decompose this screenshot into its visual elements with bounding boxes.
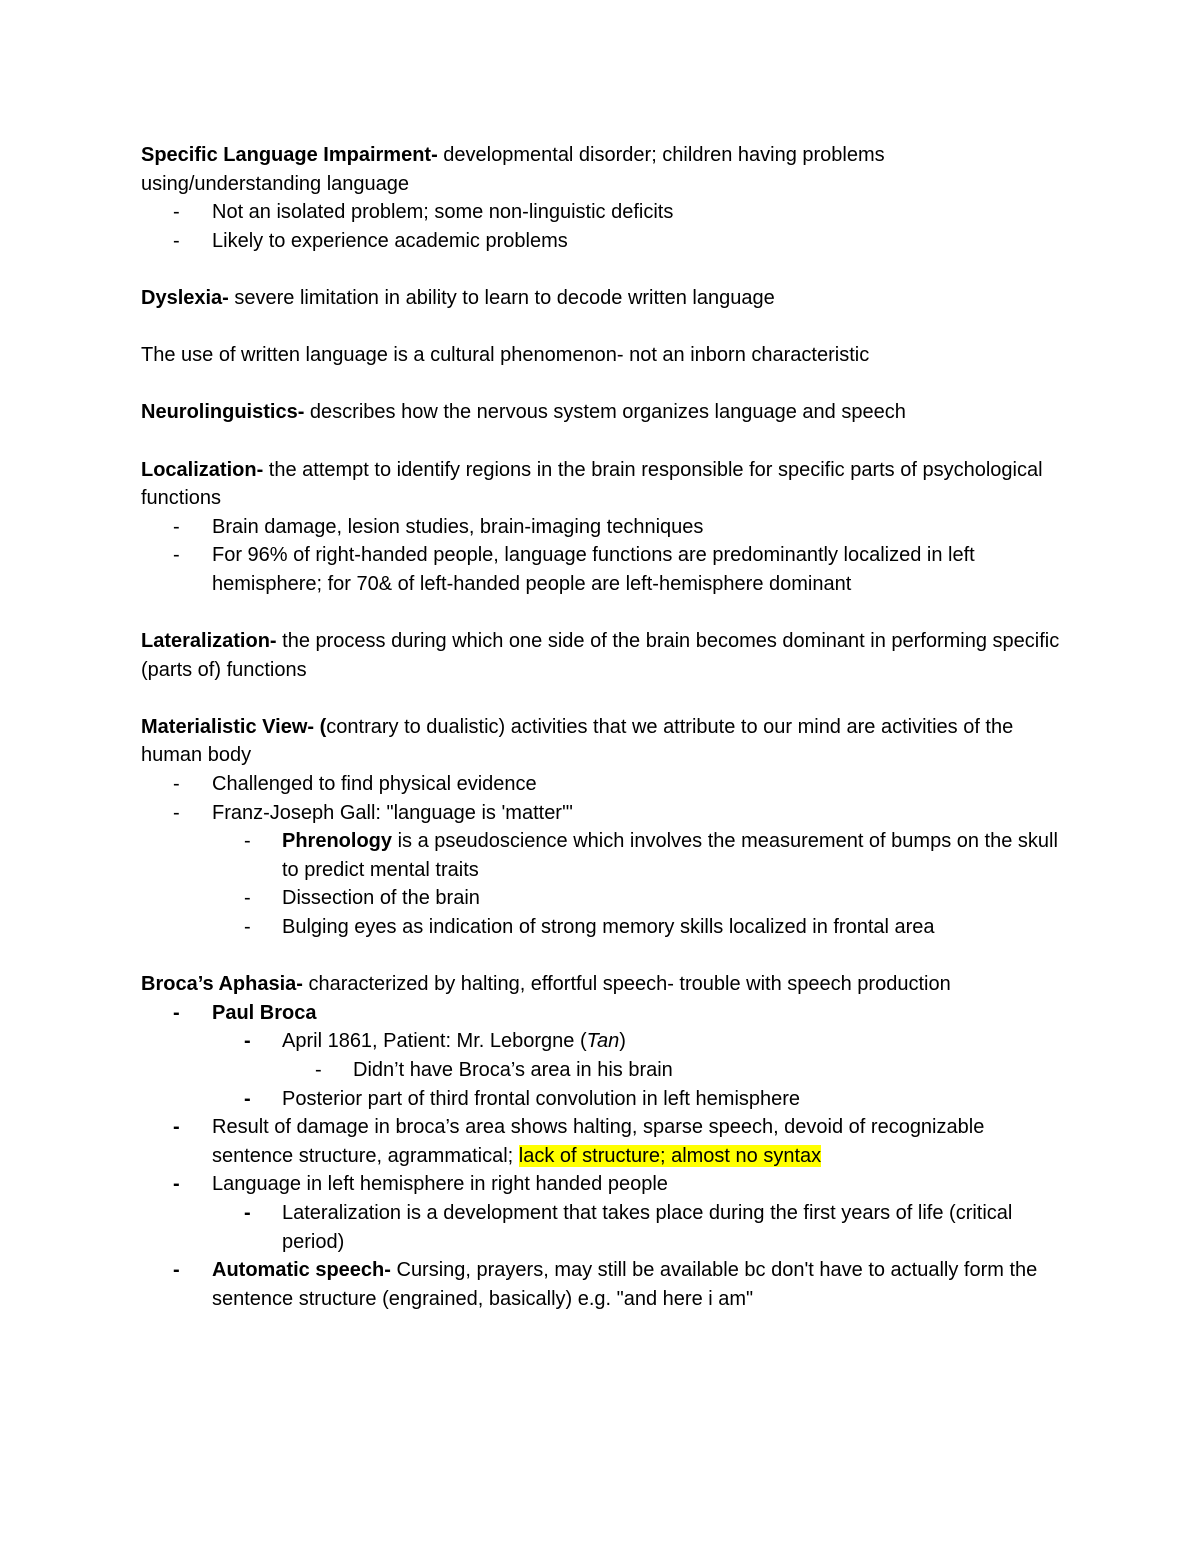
list-item-text: Didn’t have Broca’s area in his brain [353,1059,673,1081]
sli-def: developmental disorder; children having problems using/understanding language [141,144,885,195]
notes-body [141,141,1061,1342]
list-item [141,1199,1061,1256]
list-item-text: Language in left hemisphere in right handed people [212,1173,668,1196]
phrenology-term: Phrenology [282,830,393,853]
list-item-text: For 96% of right-handed people, language functions are predominantly localized in left hemisphere; for 70& of left-handed people are left-hemisphere dominant [212,544,975,595]
broca-term: Broca’s Aphasia- [141,973,303,996]
list-item [141,1113,1061,1170]
list-item-text [212,1113,1061,1170]
list-item [141,770,1061,799]
dyslexia-def: severe limitation in ability to learn to decode written language [228,286,775,309]
lateralization-term: Lateralization- [141,630,277,653]
broca-def: characterized by halting, effortful speech- trouble with speech production [302,973,951,996]
list-item [141,198,1061,227]
phrenology-def: is a pseudoscience which involves the measurement of bumps on the skull to predict mental traits [282,830,1058,881]
section-written-note [141,341,1061,370]
section-broca [141,970,1061,1313]
bullet-dash: - [173,773,180,796]
sli-term: Specific Language Impairment- [141,144,438,166]
lateralization-def: the process during which one side of the brain becomes dominant in performing specific (parts of) functions [141,630,1060,681]
list-item-text: Franz-Joseph Gall: "language is 'matter'" [212,801,573,824]
localization-definition [141,456,1061,513]
list-item [141,913,1061,942]
automatic-speech-term: Automatic speech- [212,1259,391,1282]
april-text: April 1861, Patient: Mr. Leborgne ( [282,1030,587,1053]
bullet-dash: - [173,801,180,824]
bullet-dash: - [173,1001,180,1024]
list-item [141,1170,1061,1199]
bullet-dash: - [173,229,180,252]
dyslexia-definition [141,284,1061,313]
broca-definition [141,970,1061,999]
list-item-text: Posterior part of third frontal convolution in left hemisphere [282,1087,801,1110]
section-lateralization [141,627,1061,684]
list-item [141,541,1061,598]
bullet-dash: - [173,1259,180,1282]
list-item-text: Likely to experience academic problems [212,229,568,252]
result-text: Result of damage in broca’s area shows halting, sparse speech, devoid of recognizable sentence structure, agrammatical; [212,1116,985,1167]
localization-term: Localization- [141,458,264,481]
list-item [141,1256,1061,1313]
bullet-dash: - [173,515,180,538]
bullet-dash: - [244,887,251,910]
highlighted-text: lack of structure; almost no syntax [518,1144,822,1167]
lateralization-definition [141,627,1061,684]
list-item-text: Not an isolated problem; some non-linguistic deficits [212,201,674,224]
tan-italic: Tan [586,1030,620,1053]
automatic-speech-def: Cursing, prayers, may still be available bc don't have to actually form the sentence structure (engrained, basically) e.g. "and here i am" [212,1259,1038,1310]
list-item [141,513,1061,542]
list-item [141,999,1061,1028]
bullet-dash: - [173,544,180,567]
bullet-dash: - [244,916,251,939]
list-item-text [282,827,1061,884]
list-item-text: Lateralization is a development that takes place during the first years of life (critical period) [282,1201,1013,1253]
list-item-text: Bulging eyes as indication of strong memory skills localized in frontal area [282,916,935,939]
localization-def: the attempt to identify regions in the brain responsible for specific parts of psychological functions [141,458,1043,510]
list-item-text: Dissection of the brain [282,887,480,910]
list-item-text: Challenged to find physical evidence [212,773,537,796]
bullet-dash: - [173,201,180,224]
materialistic-def: contrary to dualistic) activities that we attribute to our mind are activities of the human body [141,715,1014,767]
list-item [141,227,1061,256]
list-item [141,799,1061,828]
section-neurolinguistics [141,398,1061,427]
april-close: ) [619,1030,626,1053]
section-materialistic [141,713,1061,942]
bullet-dash: - [315,1059,322,1081]
list-item-text [212,1256,1061,1313]
dyslexia-term: Dyslexia- [141,286,229,309]
sli-definition [141,141,1061,198]
neuro-def: describes how the nervous system organizes language and speech [304,401,906,424]
list-item-text [282,1027,1061,1056]
materialistic-term: Materialistic View- ( [141,715,327,738]
section-dyslexia [141,284,1061,313]
list-item [141,827,1061,884]
list-item [141,1027,1061,1056]
materialistic-definition [141,713,1061,770]
list-item [141,884,1061,913]
bullet-dash: - [244,1201,251,1224]
bullet-dash: - [244,1030,251,1053]
list-item [141,1056,1061,1085]
bullet-dash: - [173,1116,180,1139]
section-localization [141,456,1061,599]
written-language-note: The use of written language is a cultural phenomenon- not an inborn characteristic [141,344,870,367]
section-sli [141,141,1061,255]
paul-broca-heading: Paul Broca [212,1001,317,1024]
list-item [141,1085,1061,1114]
bullet-dash: - [173,1173,180,1196]
neuro-term: Neurolinguistics- [141,401,305,424]
list-item-text: Brain damage, lesion studies, brain-imaging techniques [212,515,704,538]
bullet-dash: - [244,1087,251,1110]
neuro-definition [141,398,1061,427]
bullet-dash: - [244,830,251,853]
